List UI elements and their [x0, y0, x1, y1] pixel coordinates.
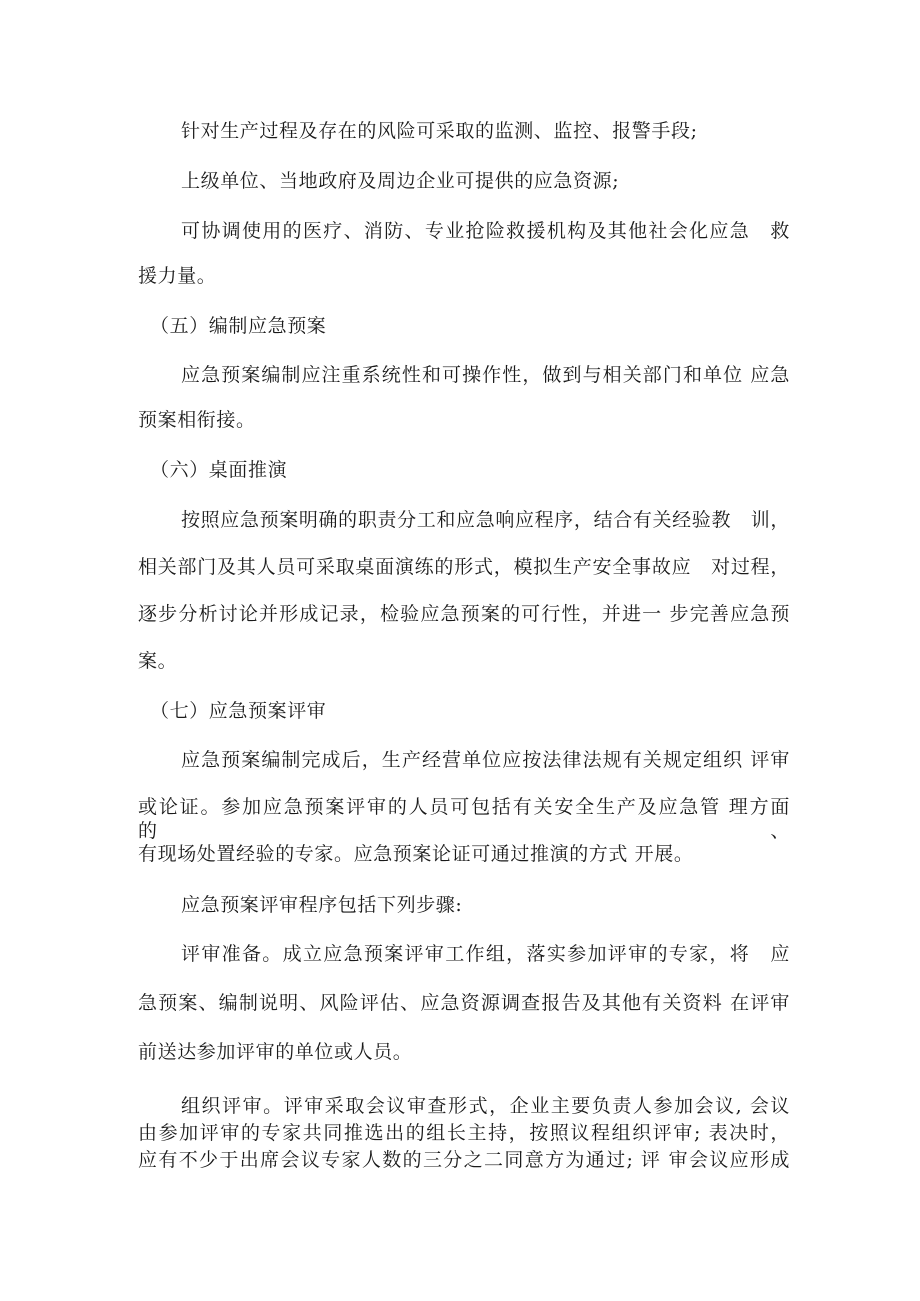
- paragraph-preparation-line2: 急预案、编制说明、风险评估、应急资源调查报告及其他有关资料 在评审: [138, 992, 790, 1014]
- paragraph-review-line2: 或论证。参加应急预案评审的人员可包括有关安全生产及应急管 理方面的、: [138, 796, 790, 842]
- paragraph-monitoring-means: 针对生产过程及存在的风险可采取的监测、监控、报警手段;: [181, 120, 698, 142]
- paragraph-review-line1: 应急预案编制完成后，生产经营单位应按法律法规有关规定组织 评审: [181, 749, 790, 771]
- paragraph-plan-writing-line1: 应急预案编制应注重系统性和可操作性，做到与相关部门和单位 应急: [181, 364, 790, 386]
- paragraph-preparation-line1: 评审准备。成立应急预案评审工作组，落实参加评审的专家，将 应: [181, 943, 790, 965]
- paragraph-review-line3: 有现场处置经验的专家。应急预案论证可通过推演的方式 开展。: [138, 843, 694, 865]
- section-heading-7: （七）应急预案评审: [150, 700, 327, 722]
- paragraph-organize-review-line1: 组织评审。评审采取会议审查形式，企业主要负责人参加会议, 会议: [181, 1095, 790, 1117]
- paragraph-tabletop-line3: 逐步分析讨论并形成记录，检验应急预案的可行性，并进一 步完善应急预: [138, 603, 790, 625]
- paragraph-preparation-line3: 前送达参加评审的单位或人员。: [138, 1041, 413, 1063]
- paragraph-tabletop-line2: 相关部门及其人员可采取桌面演练的形式，模拟生产安全事故应 对过程，: [138, 556, 790, 578]
- paragraph-tabletop-line4: 案。: [138, 650, 178, 672]
- section-heading-6: （六）桌面推演: [150, 459, 288, 481]
- paragraph-review-steps: 应急预案评审程序包括下列步骤:: [181, 894, 463, 916]
- paragraph-rescue-forces-line2: 援力量。: [138, 265, 217, 287]
- paragraph-emergency-resources: 上级单位、当地政府及周边企业可提供的应急资源;: [181, 170, 620, 192]
- paragraph-organize-review-line3: 应有不少于出席会议专家人数的三分之二同意方为通过; 评 审会议应形成: [138, 1149, 790, 1171]
- section-heading-5: （五）编制应急预案: [150, 315, 327, 337]
- paragraph-tabletop-line1: 按照应急预案明确的职责分工和应急响应程序，结合有关经验教 训，: [181, 509, 790, 531]
- paragraph-rescue-forces-line1: 可协调使用的医疗、消防、专业抢险救援机构及其他社会化应急 救: [181, 220, 790, 242]
- paragraph-plan-writing-line2: 预案相衔接。: [138, 409, 256, 431]
- paragraph-organize-review-line2: 由参加评审的专家共同推选出的组长主持，按照议程组织评审; 表决时，: [138, 1122, 790, 1144]
